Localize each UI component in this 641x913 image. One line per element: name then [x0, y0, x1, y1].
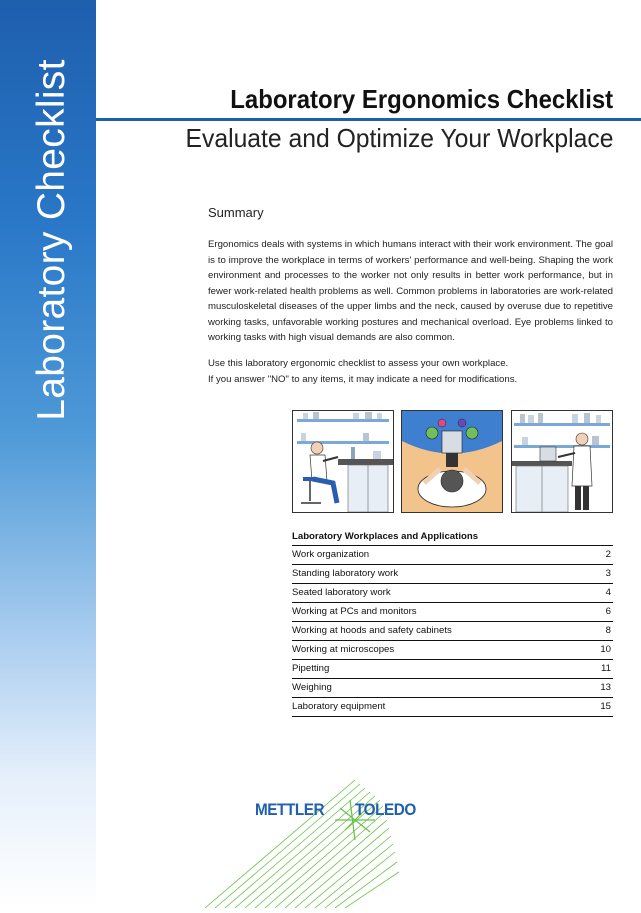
contents-label: Pipetting [292, 663, 330, 674]
usage-line-2: If you answer "NO" to any items, it may indicate a need for modifications. [208, 373, 518, 385]
contents-page: 13 [600, 682, 611, 693]
contents-label: Laboratory equipment [292, 701, 386, 712]
sidebar-title: Laboratory Checklist [30, 59, 73, 421]
logo-right-word: TOLEDO [355, 800, 416, 819]
mettler-toledo-logo [205, 780, 465, 908]
usage-instructions [208, 356, 613, 387]
contents-page: 6 [605, 606, 611, 617]
contents-label: Weighing [292, 682, 332, 693]
contents-label: Work organization [292, 549, 370, 560]
page-subtitle: Evaluate and Optimize Your Workplace [185, 123, 613, 153]
contents-row [292, 698, 613, 717]
summary-body: Ergonomics deals with systems in which humans interact with their work environment. The goal is to improve the workplace in terms of workers' performance and well-being. Shaping the work environment and processes to the worker not only results in better work performance, but in fewer work-related health problems as well. Common problems in laboratories are work-related musculoskeletal diseases of the upper limbs and the neck, caused by overuse due to repetitive working tasks, unfavorable working postures and mechanical overload. Eye problems linked to working tasks with high visual demands are also common. [208, 239, 613, 343]
contents-page: 4 [605, 587, 611, 598]
contents-page: 10 [600, 644, 611, 655]
title-rule [96, 118, 641, 121]
contents-row [292, 641, 613, 660]
contents-label: Working at hoods and safety cabinets [292, 625, 452, 636]
contents-label: Seated laboratory work [292, 587, 391, 598]
logo-left-word: METTLER [255, 800, 325, 819]
contents-row [292, 679, 613, 698]
contents-page: 11 [601, 663, 611, 674]
contents-page: 8 [605, 625, 611, 636]
contents-row [292, 546, 613, 565]
sidebar-band [0, 0, 96, 908]
contents-row [292, 584, 613, 603]
contents-row [292, 660, 613, 679]
contents-heading: Laboratory Workplaces and Applications [292, 531, 613, 546]
page-title: Laboratory Ergonomics Checklist [230, 84, 613, 114]
contents-row [292, 603, 613, 622]
contents-page: 3 [605, 568, 611, 579]
usage-line-1: Use this laboratory ergonomic checklist to assess your own workplace. [208, 358, 509, 369]
contents-page: 15 [600, 701, 611, 712]
contents-label: Working at microscopes [292, 644, 395, 655]
contents-label: Working at PCs and monitors [292, 606, 417, 617]
standing-lab-illustration [511, 410, 613, 513]
contents-row [292, 622, 613, 641]
contents-label: Standing laboratory work [292, 568, 399, 579]
microscope-illustration [401, 410, 503, 513]
contents-page: 2 [605, 549, 611, 560]
logo-pattern [205, 780, 465, 908]
summary-heading: Summary [208, 205, 264, 220]
seated-lab-illustration [292, 410, 394, 513]
contents-row [292, 565, 613, 584]
contents-table [292, 531, 613, 717]
